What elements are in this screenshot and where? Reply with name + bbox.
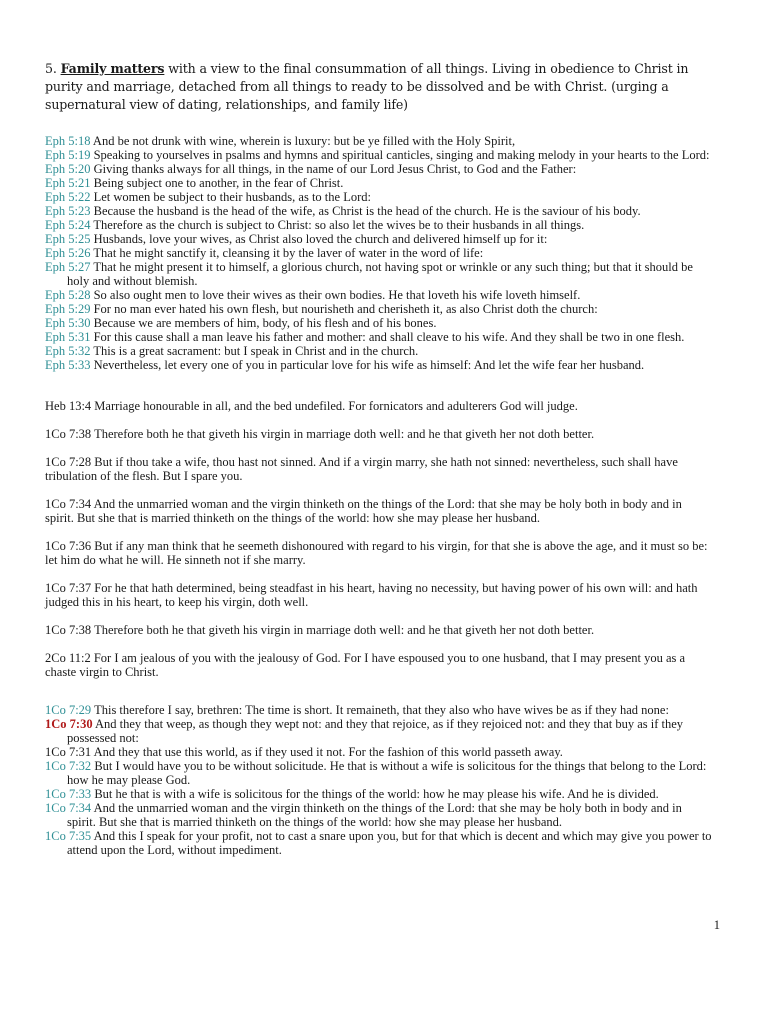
verse-text: For this cause shall a man leave his father and mother: and shall cleave to his wife. And they shall be two in one flesh. [90, 330, 685, 344]
scripture-paragraph: 1Co 7:37 For he that hath determined, being steadfast in his heart, having no necessity, but having power of his own will: and hath judged this in his heart, to keep his virgin, doth well. [45, 581, 698, 609]
verse-text: Husbands, love your wives, as Christ also loved the church and delivered himself up for it: [90, 232, 548, 246]
verse-item [45, 232, 713, 246]
verse-reference: 1Co 7:31 [45, 745, 92, 759]
verse-reference-link[interactable]: Eph 5:30 [45, 316, 91, 330]
verse-text: For no man ever hated his own flesh, but nourisheth and cherisheth it, as also Christ doth the church: [90, 302, 598, 316]
verse-item [45, 316, 713, 330]
ephesians-verse-list [45, 134, 713, 372]
corinthians-verse-list [45, 703, 713, 857]
verse-item [45, 358, 713, 372]
verse-item [45, 288, 713, 302]
verse-text: That he might sanctify it, cleansing it by the laver of water in the word of life: [90, 246, 484, 260]
verse-text: But he that is with a wife is solicitous for the things of the world: how he may please his wife. And he is divided. [91, 787, 659, 801]
verse-item [45, 759, 713, 787]
verse-item [45, 218, 713, 232]
verse-reference-link[interactable]: 1Co 7:35 [45, 829, 92, 843]
verse-text: Giving thanks always for all things, in the name of our Lord Jesus Christ, to God and the Father: [90, 162, 577, 176]
intro-text: with a view to the final consummation of all things. Living in obedience to Christ in purity and marriage, detached from all things to ready to be dissolved and be with Christ. (urging a supernatural view of dating, relationships, and family life) [45, 61, 689, 112]
verse-item [45, 246, 713, 260]
intro-title: Family matters [60, 61, 165, 76]
verse-item [45, 176, 713, 190]
verse-text: So also ought men to love their wives as their own bodies. He that loveth his wife loveth himself. [90, 288, 581, 302]
verse-reference-link[interactable]: Eph 5:28 [45, 288, 91, 302]
verse-text: And this I speak for your profit, not to cast a snare upon you, but for that which is decent and which may give you power to attend upon the Lord, without impediment. [67, 829, 712, 857]
verse-text: Nevertheless, let every one of you in particular love for his wife as himself: And let the wife fear her husband. [90, 358, 645, 372]
verse-text: Being subject one to another, in the fear of Christ. [90, 176, 344, 190]
verse-item [45, 302, 713, 316]
verse-reference-link[interactable]: 1Co 7:32 [45, 759, 92, 773]
scripture-paragraph: 1Co 7:34 And the unmarried woman and the virgin thinketh on the things of the Lord: that she may be holy both in body and in spirit. But she that is married thinketh on the things of the world: how she may please her husband. [45, 497, 682, 525]
verse-text: Because we are members of him, body, of his flesh and of his bones. [90, 316, 437, 330]
scripture-paragraph: Heb 13:4 Marriage honourable in all, and the bed undefiled. For fornicators and adulterers God will judge. [45, 399, 578, 413]
verse-reference-link[interactable]: Eph 5:33 [45, 358, 91, 372]
verse-item [45, 162, 713, 176]
verse-reference-link[interactable]: 1Co 7:30 [45, 717, 93, 731]
verse-reference-link[interactable]: 1Co 7:34 [45, 801, 92, 815]
verse-text: And they that use this world, as if they used it not. For the fashion of this world passeth away. [91, 745, 563, 759]
verse-reference-link[interactable]: Eph 5:24 [45, 218, 91, 232]
verse-text: And the unmarried woman and the virgin thinketh on the things of the Lord: that she may be holy both in body and in spirit. But she that is married thinketh on the things of the world: how she may please her husband. [67, 801, 682, 829]
verse-reference-link[interactable]: 1Co 7:29 [45, 703, 92, 717]
verse-item [45, 801, 713, 829]
verse-item [45, 190, 713, 204]
verse-reference-link[interactable]: Eph 5:19 [45, 148, 91, 162]
verse-text: Speaking to yourselves in psalms and hymns and spiritual canticles, singing and making melody in your hearts to the Lord: [90, 148, 710, 162]
verse-item [45, 829, 713, 857]
document-page [45, 60, 713, 857]
scripture-paragraph: 1Co 7:36 But if any man think that he seemeth dishonoured with regard to his virgin, for that she is above the age, and it must so be: let him do what he will. He sinneth not if she marry. [45, 539, 708, 567]
verse-text: Because the husband is the head of the wife, as Christ is the head of the church. He is the saviour of his body. [90, 204, 641, 218]
verse-text: And they that weep, as though they wept not: and they that rejoice, as if they rejoiced not: and they that buy as if they possessed not: [67, 717, 684, 745]
verse-item [45, 703, 713, 717]
verse-item [45, 204, 713, 218]
verse-reference-link[interactable]: Eph 5:27 [45, 260, 91, 274]
verse-item [45, 787, 713, 801]
verse-text: Therefore as the church is subject to Christ: so also let the wives be to their husbands in all things. [90, 218, 585, 232]
intro-paragraph [45, 60, 713, 114]
verse-reference-link[interactable]: Eph 5:26 [45, 246, 91, 260]
scripture-paragraph: 1Co 7:38 Therefore both he that giveth his virgin in marriage doth well: and he that giveth her not doth better. [45, 623, 595, 637]
verse-reference-link[interactable]: 1Co 7:33 [45, 787, 92, 801]
verse-reference-link[interactable]: Eph 5:29 [45, 302, 91, 316]
verse-text: This therefore I say, brethren: The time is short. It remaineth, that they also who have wives be as if they had none: [91, 703, 669, 717]
verse-item [45, 745, 713, 759]
verse-text: This is a great sacrament: but I speak in Christ and in the church. [90, 344, 419, 358]
verse-reference-link[interactable]: Eph 5:18 [45, 134, 91, 148]
verse-reference-link[interactable]: Eph 5:20 [45, 162, 91, 176]
verse-reference-link[interactable]: Eph 5:31 [45, 330, 91, 344]
verse-item [45, 330, 713, 344]
page-number: 1 [713, 918, 720, 932]
verse-text: But I would have you to be without solicitude. He that is without a wife is solicitous for the things that belong to the Lord: how he may please God. [67, 759, 707, 787]
verse-item [45, 148, 713, 162]
verse-text: That he might present it to himself, a glorious church, not having spot or wrinkle or any such thing; but that it should be holy and without blemish. [67, 260, 693, 288]
verse-reference-link[interactable]: Eph 5:21 [45, 176, 91, 190]
verse-reference-link[interactable]: Eph 5:22 [45, 190, 91, 204]
verse-item [45, 717, 713, 745]
scripture-paragraph: 2Co 11:2 For I am jealous of you with the jealousy of God. For I have espoused you to one husband, that I may present you as a chaste virgin to Christ. [45, 651, 686, 679]
verse-item [45, 134, 713, 148]
verse-reference-link[interactable]: Eph 5:23 [45, 204, 91, 218]
verse-item [45, 344, 713, 358]
scripture-block-list [45, 399, 713, 679]
verse-reference-link[interactable]: Eph 5:25 [45, 232, 91, 246]
scripture-paragraph: 1Co 7:38 Therefore both he that giveth his virgin in marriage doth well: and he that giveth her not doth better. [45, 427, 595, 441]
verse-item [45, 260, 713, 288]
verse-text: Let women be subject to their husbands, as to the Lord: [90, 190, 371, 204]
verse-reference-link[interactable]: Eph 5:32 [45, 344, 91, 358]
scripture-paragraph: 1Co 7:28 But if thou take a wife, thou hast not sinned. And if a virgin marry, she hath not sinned: nevertheless, such shall have tribulation of the flesh. But I spare you. [45, 455, 678, 483]
verse-text: And be not drunk with wine, wherein is luxury: but be ye filled with the Holy Spirit, [90, 134, 516, 148]
intro-number: 5. [45, 61, 57, 76]
